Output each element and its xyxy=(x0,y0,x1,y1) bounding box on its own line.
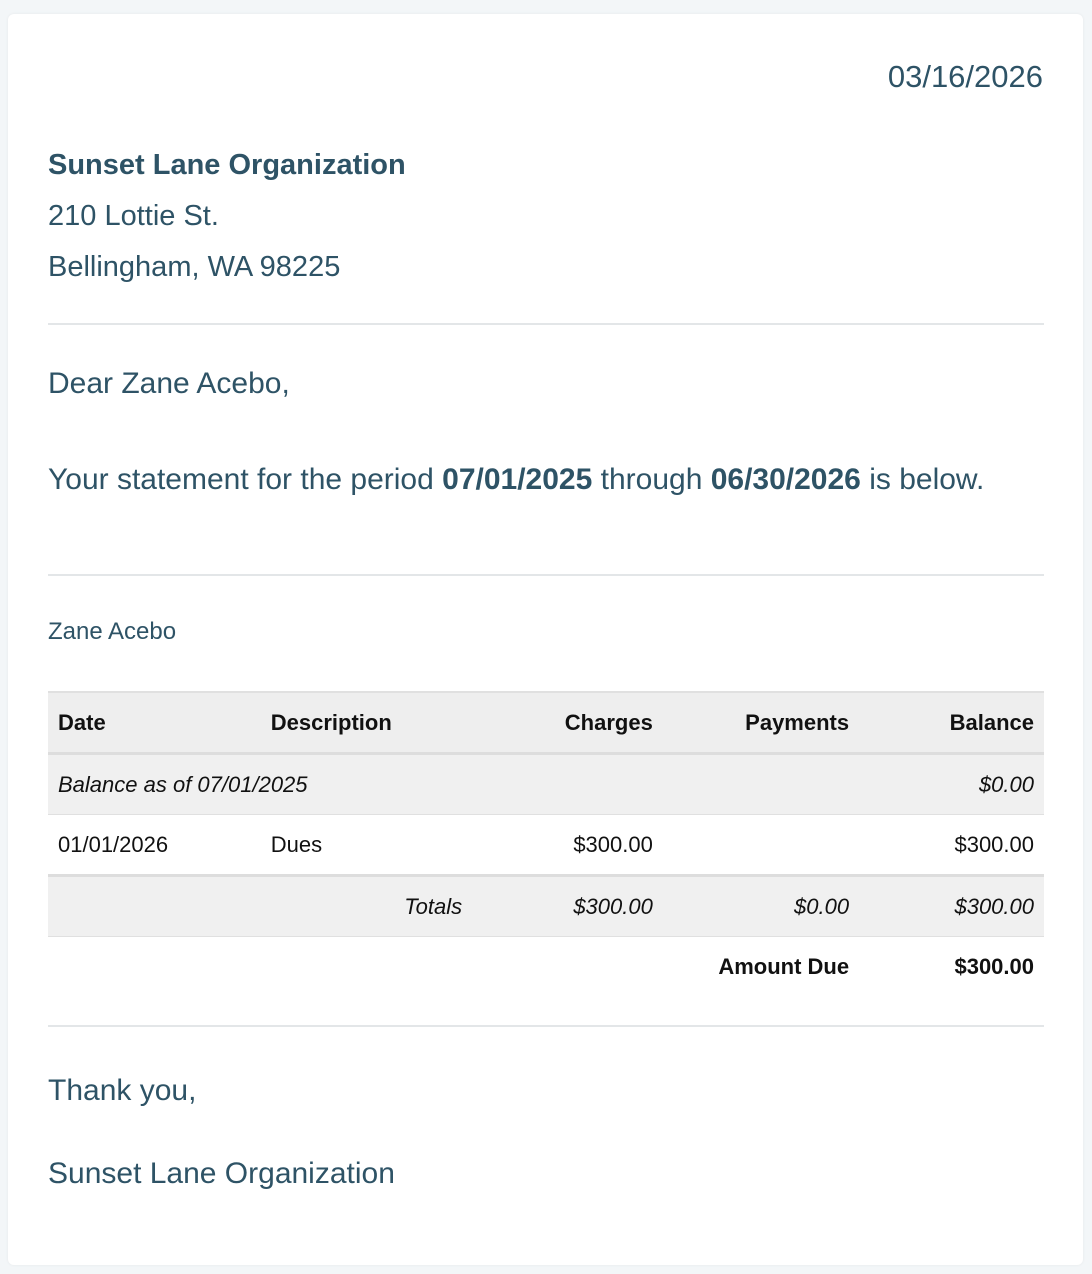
opening-balance-label: Balance as of 07/01/2025 xyxy=(48,754,859,815)
row-balance: $300.00 xyxy=(859,815,1044,876)
row-charges: $300.00 xyxy=(472,815,663,876)
intro-middle: through xyxy=(592,463,711,496)
header-date: Date xyxy=(48,692,261,754)
closing-thanks: Thank you, xyxy=(48,1074,197,1107)
intro-prefix: Your statement for the period xyxy=(48,463,443,496)
totals-label: Totals xyxy=(261,876,472,937)
opening-balance-value: $0.00 xyxy=(859,754,1044,815)
opening-balance-row xyxy=(48,754,1044,815)
amount-due-empty xyxy=(48,937,663,997)
statement-table xyxy=(48,691,1044,996)
table-row xyxy=(48,815,1044,876)
divider xyxy=(48,574,1044,576)
account-name: Zane Acebo xyxy=(48,618,177,645)
divider xyxy=(48,323,1044,325)
header-description: Description xyxy=(261,692,472,754)
sender-address-line1: 210 Lottie St. xyxy=(48,200,219,232)
amount-due-label: Amount Due xyxy=(718,953,850,979)
amount-due-row xyxy=(48,937,1044,997)
statement-date: 03/16/2026 xyxy=(887,59,1043,94)
sender-organization: Sunset Lane Organization xyxy=(48,149,406,181)
totals-empty xyxy=(48,876,261,937)
header-payments: Payments xyxy=(663,692,859,754)
closing-signature: Sunset Lane Organization xyxy=(48,1157,395,1190)
header-charges: Charges xyxy=(472,692,663,754)
period-end-date: 06/30/2026 xyxy=(710,463,861,496)
sender-address xyxy=(48,140,1044,293)
sender-address-line2: Bellingham, WA 98225 xyxy=(48,251,341,283)
totals-row xyxy=(48,876,1044,937)
period-start-date: 07/01/2025 xyxy=(442,463,593,496)
totals-balance: $300.00 xyxy=(859,876,1044,937)
intro-suffix: is below. xyxy=(860,463,985,496)
row-date: 01/01/2026 xyxy=(48,815,261,876)
divider xyxy=(48,1025,1044,1027)
statement-intro xyxy=(48,454,1044,505)
row-payments xyxy=(663,815,859,876)
amount-due-value: $300.00 xyxy=(954,953,1034,979)
statement-card xyxy=(8,14,1083,1265)
totals-payments: $0.00 xyxy=(663,876,859,937)
row-description: Dues xyxy=(261,815,472,876)
greeting: Dear Zane Acebo, xyxy=(48,367,290,400)
table-header-row xyxy=(48,692,1044,754)
header-balance: Balance xyxy=(859,692,1044,754)
totals-charges: $300.00 xyxy=(472,876,663,937)
